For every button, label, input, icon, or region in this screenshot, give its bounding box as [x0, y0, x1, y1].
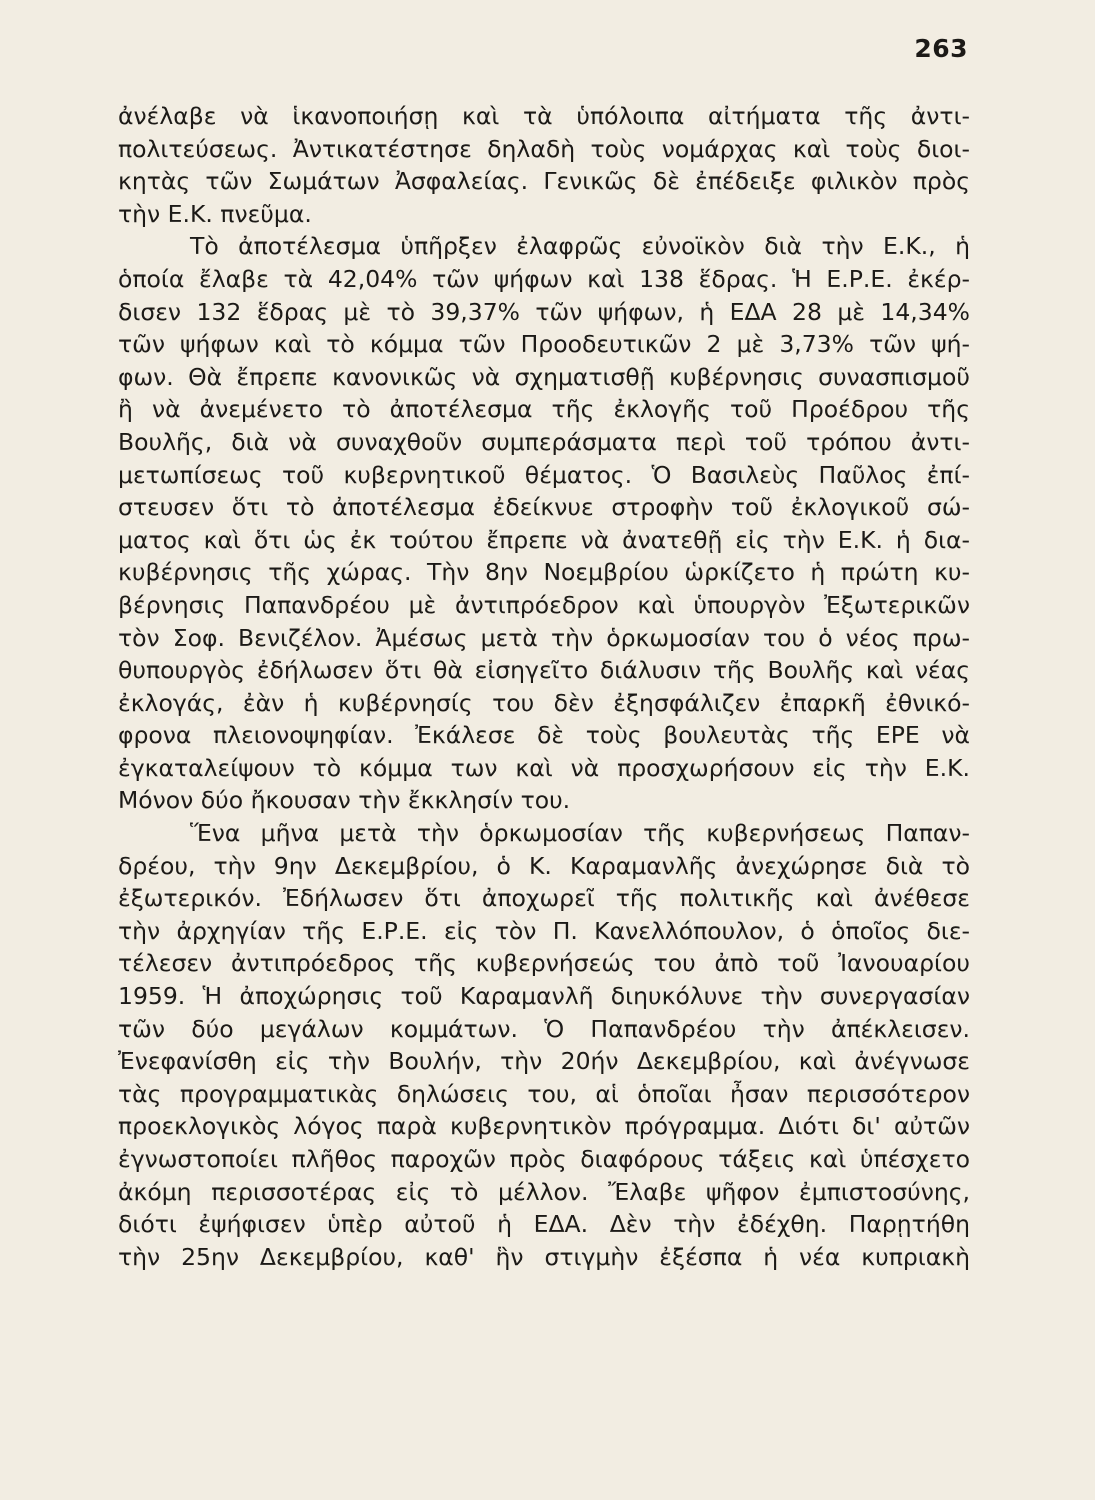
text-line: τὰς προγραμματικὰς δηλώσεις του, αἱ ὁποῖαι ἦσαν περισσότερον — [118, 1079, 970, 1108]
text-line: φρονα πλειονοψηφίαν. Ἐκάλεσε δὲ τοὺς βουλευτὰς τῆς ΕΡΕ νὰ — [118, 721, 970, 750]
text-line: ματος καὶ ὅτι ὡς ἐκ τούτου ἔπρεπε νὰ ἀνατεθῇ εἰς τὴν Ε.Κ. ἡ δια- — [118, 525, 970, 554]
text-line: ἀνέλαβε νὰ ἱκανοποιήσῃ καὶ τὰ ὑπόλοιπα αἰτήματα τῆς ἀντι- — [118, 102, 970, 130]
text-line: δρέου, τὴν 9ην Δεκεμβρίου, ὁ Κ. Καραμανλῆς ἀνεχώρησε διὰ τὸ — [118, 851, 970, 880]
text-line: ἐκλογάς, ἐὰν ἡ κυβέρνησίς του δὲν ἐξησφάλιζεν ἐπαρκῆ ἐθνικό- — [118, 688, 970, 717]
text-line: ἐγνωστοποίει πλῆθος παροχῶν πρὸς διαφόρους τάξεις καὶ ὑπέσχετο — [118, 1145, 970, 1173]
text-line: ἐξωτερικόν. Ἐδήλωσεν ὅτι ἀποχωρεῖ τῆς πολιτικῆς καὶ ἀνέθεσε — [118, 884, 970, 913]
text-line: διότι ἐψήφισεν ὑπὲρ αὐτοῦ ἡ ΕΔΑ. Δὲν τὴν ἐδέχθη. Παρῃτήθη — [118, 1210, 970, 1239]
text-line: τὴν ἀρχηγίαν τῆς Ε.Ρ.Ε. εἰς τὸν Π. Κανελλόπουλον, ὁ ὁποῖος διε- — [118, 916, 970, 945]
text-line: μετωπίσεως τοῦ κυβερνητικοῦ θέματος. Ὁ Βασιλεὺς Παῦλος ἐπί- — [118, 460, 970, 489]
text-line: ἀκόμη περισσοτέρας εἰς τὸ μέλλον. Ἔλαβε ψῆφον ἐμπιστοσύνης, — [118, 1177, 970, 1206]
paragraph-3 — [118, 817, 970, 1273]
text-line: τῶν ψήφων καὶ τὸ κόμμα τῶν Προοδευτικῶν 2 μὲ 3,73% τῶν ψή- — [118, 330, 970, 359]
text-line: 1959. Ἡ ἀποχώρησις τοῦ Καραμανλῆ διηυκόλυνε τὴν συνεργασίαν — [118, 982, 970, 1011]
text-line: Μόνον δύο ἤκουσαν τὴν ἔκκλησίν του. — [118, 786, 571, 815]
text-line: Ἕνα μῆνα μετὰ τὴν ὁρκωμοσίαν τῆς κυβερνήσεως Παπαν- — [190, 819, 970, 848]
text-line: τὸν Σοφ. Βενιζέλον. Ἀμέσως μετὰ τὴν ὁρκωμοσίαν του ὁ νέος πρω- — [118, 623, 970, 652]
text-line: ἐγκαταλείψουν τὸ κόμμα των καὶ νὰ προσχωρήσουν εἰς τὴν Ε.Κ. — [118, 753, 970, 782]
paragraph-1 — [118, 100, 970, 230]
text-line: πολιτεύσεως. Ἀντικατέστησε δηλαδὴ τοὺς νομάρχας καὶ τοὺς διοι- — [118, 134, 970, 163]
text-line: ὁποία ἔλαβε τὰ 42,04% τῶν ψήφων καὶ 138 ἕδρας. Ἡ Ε.Ρ.Ε. ἐκέρ- — [118, 264, 970, 293]
body-text — [118, 100, 970, 1273]
text-line: φων. Θὰ ἔπρεπε κανονικῶς νὰ σχηματισθῇ κυβέρνησις συνασπισμοῦ — [118, 362, 970, 391]
text-line: προεκλογικὸς λόγος παρὰ κυβερνητικὸν πρόγραμμα. Διότι δι' αὐτῶν — [118, 1112, 970, 1141]
text-line: τῶν δύο μεγάλων κομμάτων. Ὁ Παπανδρέου τὴν ἀπέκλεισεν. — [118, 1014, 970, 1043]
page-number: 263 — [914, 34, 968, 63]
text-line: Ἐνεφανίσθη εἰς τὴν Βουλήν, τὴν 20ήν Δεκεμβρίου, καὶ ἀνέγνωσε — [118, 1047, 970, 1076]
text-line: βέρνησις Παπανδρέου μὲ ἀντιπρόεδρον καὶ ὑπουργὸν Ἐξωτερικῶν — [118, 590, 970, 619]
text-line: κητὰς τῶν Σωμάτων Ἀσφαλείας. Γενικῶς δὲ ἐπέδειξε φιλικὸν πρὸς — [118, 167, 970, 196]
text-line: τὴν Ε.Κ. πνεῦμα. — [118, 199, 312, 228]
text-line: στευσεν ὅτι τὸ ἀποτέλεσμα ἐδείκνυε στροφὴν τοῦ ἐκλογικοῦ σώ- — [118, 493, 970, 522]
text-line: ἢ νὰ ἀνεμένετο τὸ ἀποτέλεσμα τῆς ἐκλογῆς τοῦ Προέδρου τῆς — [118, 395, 970, 424]
text-line: Βουλῆς, διὰ νὰ συναχθοῦν συμπεράσματα περὶ τοῦ τρόπου ἀντι- — [118, 427, 970, 456]
text-line: κυβέρνησις τῆς χώρας. Τὴν 8ην Νοεμβρίου ὡρκίζετο ἡ πρώτη κυ- — [118, 558, 970, 587]
paragraph-2 — [118, 230, 970, 817]
text-line: Τὸ ἀποτέλεσμα ὑπῆρξεν ἐλαφρῶς εὐνοϊκὸν διὰ τὴν Ε.Κ., ἡ — [190, 232, 970, 261]
text-line: θυπουργὸς ἐδήλωσεν ὅτι θὰ εἰσηγεῖτο διάλυσιν τῆς Βουλῆς καὶ νέας — [118, 656, 970, 685]
text-line: τὴν 25ην Δεκεμβρίου, καθ' ἣν στιγμὴν ἐξέσπα ἡ νέα κυπριακὴ — [118, 1242, 970, 1271]
text-line: τέλεσεν ἀντιπρόεδρος τῆς κυβερνήσεώς του ἀπὸ τοῦ Ἰανουαρίου — [118, 949, 970, 978]
text-line: δισεν 132 ἕδρας μὲ τὸ 39,37% τῶν ψήφων, ἡ ΕΔΑ 28 μὲ 14,34% — [118, 297, 970, 326]
